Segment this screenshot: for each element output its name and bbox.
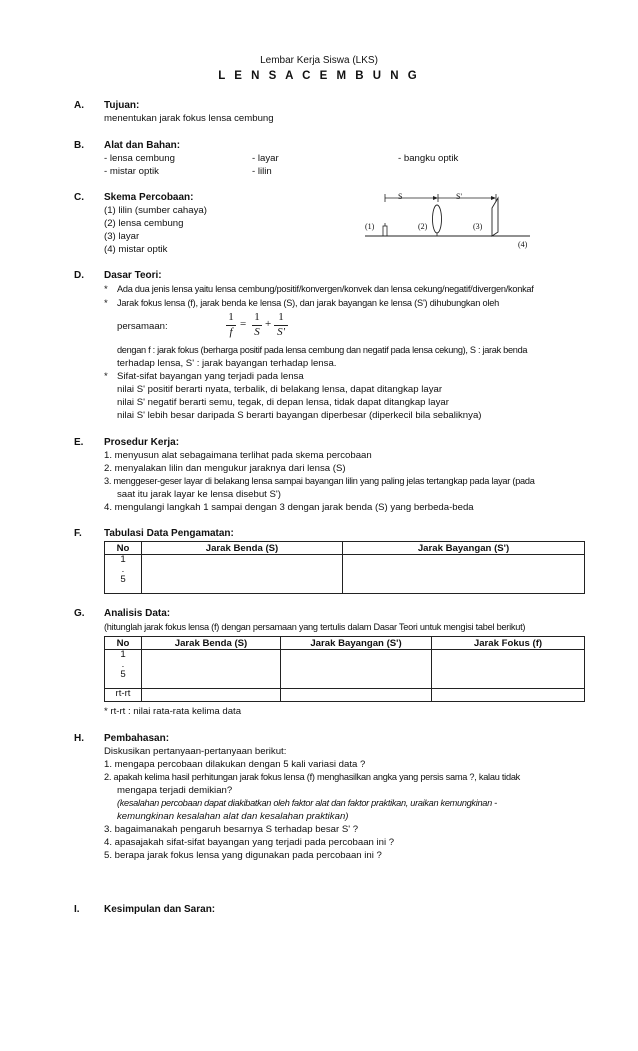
material-item: - bangku optik	[398, 153, 459, 164]
material-item: - lensa cembung	[104, 153, 175, 164]
theory-text: terhadap lensa, S' : jarak bayangan terhadap lensa.	[117, 358, 337, 369]
observation-table	[104, 541, 585, 594]
section-i-title: Kesimpulan dan Saran:	[104, 904, 216, 915]
formula-numerator: 1	[228, 311, 234, 323]
col-header-no: No	[105, 637, 142, 650]
cell-object-distance[interactable]	[142, 650, 281, 689]
discussion-question: 2. apakah kelima hasil perhitungan jarak fokus lensa (f) menghasilkan angka yang persis sama ?, kalau tidak	[104, 772, 521, 782]
formula-s-prime: S'	[277, 326, 285, 338]
discussion-question: 4. apasajakah sifat-sifat bayangan yang terjadi pada percobaan ini ?	[104, 837, 395, 848]
section-a-letter: A.	[74, 100, 84, 111]
scheme-item: (3) layar	[104, 231, 140, 242]
material-item: - mistar optik	[104, 166, 159, 177]
theory-text: dengan f : jarak fokus (berharga positif pada lensa cembung dan negatif pada lensa cekung), S : jarak benda	[117, 345, 528, 355]
section-b-letter: B.	[74, 140, 84, 151]
section-b-title: Alat dan Bahan:	[104, 140, 181, 151]
theory-text: nilai S' negatif berarti semu, tegak, di depan lensa, tidak dapat ditangkap layar	[117, 397, 449, 408]
document-subtitle: Lembar Kerja Siswa (LKS)	[260, 55, 378, 66]
table-row	[105, 650, 585, 689]
formula-s: S	[254, 326, 260, 338]
discussion-intro: Diskusikan pertanyaan-pertanyaan berikut:	[104, 746, 287, 757]
theory-text: Jarak fokus lensa (f), jarak benda ke lensa (S), dan jarak bayangan ke lensa (S') dihubungkan oleh	[117, 298, 500, 308]
section-f-title: Tabulasi Data Pengamatan:	[104, 528, 234, 539]
discussion-question: mengapa terjadi demikian?	[117, 785, 233, 796]
cell-avg-object-distance[interactable]	[142, 689, 281, 702]
diagram-label-s-prime: S'	[456, 192, 462, 201]
diagram-label-2: (2)	[418, 222, 428, 231]
section-e-letter: E.	[74, 437, 84, 448]
formula-numerator: 1	[278, 311, 284, 323]
col-header-image-distance: Jarak Bayangan (S')	[281, 637, 432, 650]
experiment-diagram	[355, 186, 540, 252]
section-h-title: Pembahasan:	[104, 733, 170, 744]
material-item: - lilin	[252, 166, 272, 177]
row-numbers: 1 . 5	[105, 555, 142, 594]
diagram-label-s: S	[398, 192, 403, 201]
analysis-note: * rt-rt : nilai rata-rata kelima data	[104, 706, 242, 717]
theory-text: nilai S' lebih besar daripada S berarti bayangan diperbesar (diperkecil bila sebaliknya)	[117, 410, 482, 421]
section-f-letter: F.	[74, 528, 82, 539]
procedure-step: saat itu jarak layar ke lensa disebut S')	[117, 489, 281, 500]
col-header-no: No	[105, 542, 142, 555]
col-header-image-distance: Jarak Bayangan (S')	[343, 542, 585, 555]
col-header-object-distance: Jarak Benda (S)	[142, 637, 281, 650]
analysis-text: (hitunglah jarak fokus lensa (f) dengan persamaan yang tertulis dalam Dasar Teori untuk mengisi tabel berikut)	[104, 622, 526, 632]
document-title: L E N S A C E M B U N G	[218, 70, 420, 82]
procedure-step: 2. menyalakan lilin dan mengukur jaraknya dari lensa (S)	[104, 463, 346, 474]
section-a-title: Tujuan:	[104, 100, 140, 111]
cell-image-distance[interactable]	[281, 650, 432, 689]
theory-text: persamaan:	[117, 321, 168, 332]
diagram-label-4: (4)	[518, 240, 528, 249]
formula-f: f	[229, 326, 233, 338]
section-e-title: Prosedur Kerja:	[104, 437, 180, 448]
section-c-title: Skema Percobaan:	[104, 192, 194, 203]
col-header-focal-length: Jarak Fokus (f)	[432, 637, 585, 650]
bullet-star: *	[104, 298, 108, 309]
cell-focal-length[interactable]	[432, 650, 585, 689]
diagram-label-1: (1)	[365, 222, 375, 231]
discussion-question: 5. berapa jarak fokus lensa yang digunakan pada percobaan ini ?	[104, 850, 382, 861]
formula-plus: +	[265, 318, 272, 330]
col-header-object-distance: Jarak Benda (S)	[142, 542, 343, 555]
theory-text: Sifat-sifat bayangan yang terjadi pada lensa	[117, 371, 304, 382]
section-g-title: Analisis Data:	[104, 608, 171, 619]
discussion-hint: kemungkinan kesalahan alat dan kesalahan praktikan)	[117, 811, 349, 822]
row-average-label: rt-rt	[105, 689, 142, 702]
material-item: - layar	[252, 153, 279, 164]
bullet-star: *	[104, 284, 108, 295]
table-row-average	[105, 689, 585, 702]
procedure-step: 3. menggeser-geser layar di belakang lensa sampai bayangan lilin yang paling jelas tertangkap pada layar (pada	[104, 476, 535, 486]
diagram-label-3: (3)	[473, 222, 483, 231]
analysis-table	[104, 636, 585, 702]
procedure-step: 4. mengulangi langkah 1 sampai dengan 3 dengan jarak benda (S) yang berbeda-beda	[104, 502, 474, 513]
cell-avg-focal-length[interactable]	[432, 689, 585, 702]
section-d-title: Dasar Teori:	[104, 270, 162, 281]
cell-avg-image-distance[interactable]	[281, 689, 432, 702]
formula-equals: =	[240, 318, 247, 330]
bullet-star: *	[104, 371, 108, 382]
table-row	[105, 555, 585, 594]
theory-text: nilai S' positif berarti nyata, terbalik, di belakang lensa, dapat ditangkap layar	[117, 384, 443, 395]
cell-image-distance[interactable]	[343, 555, 585, 594]
row-numbers: 1 . 5	[105, 650, 142, 689]
discussion-question: 1. mengapa percobaan dilakukan dengan 5 kali variasi data ?	[104, 759, 366, 770]
section-h-letter: H.	[74, 733, 84, 744]
section-g-letter: G.	[74, 608, 85, 619]
discussion-hint: (kesalahan percobaan dapat diakibatkan oleh faktor alat dan faktor praktikan, uraikan kemungkinan -	[117, 798, 497, 808]
discussion-question: 3. bagaimanakah pengaruh besarnya S terhadap besar S' ?	[104, 824, 359, 835]
procedure-step: 1. menyusun alat sebagaimana terlihat pada skema percobaan	[104, 450, 372, 461]
scheme-item: (1) lilin (sumber cahaya)	[104, 205, 207, 216]
scheme-item: (2) lensa cembung	[104, 218, 184, 229]
formula-numerator: 1	[254, 311, 260, 323]
scheme-item: (4) mistar optik	[104, 244, 168, 255]
cell-object-distance[interactable]	[142, 555, 343, 594]
section-i-letter: I.	[74, 904, 80, 915]
section-a-text: menentukan jarak fokus lensa cembung	[104, 113, 274, 124]
theory-text: Ada dua jenis lensa yaitu lensa cembung/positif/konvergen/konvek dan lensa cekung/negatif/divergen/konkaf	[117, 284, 534, 294]
section-c-letter: C.	[74, 192, 84, 203]
section-d-letter: D.	[74, 270, 84, 281]
